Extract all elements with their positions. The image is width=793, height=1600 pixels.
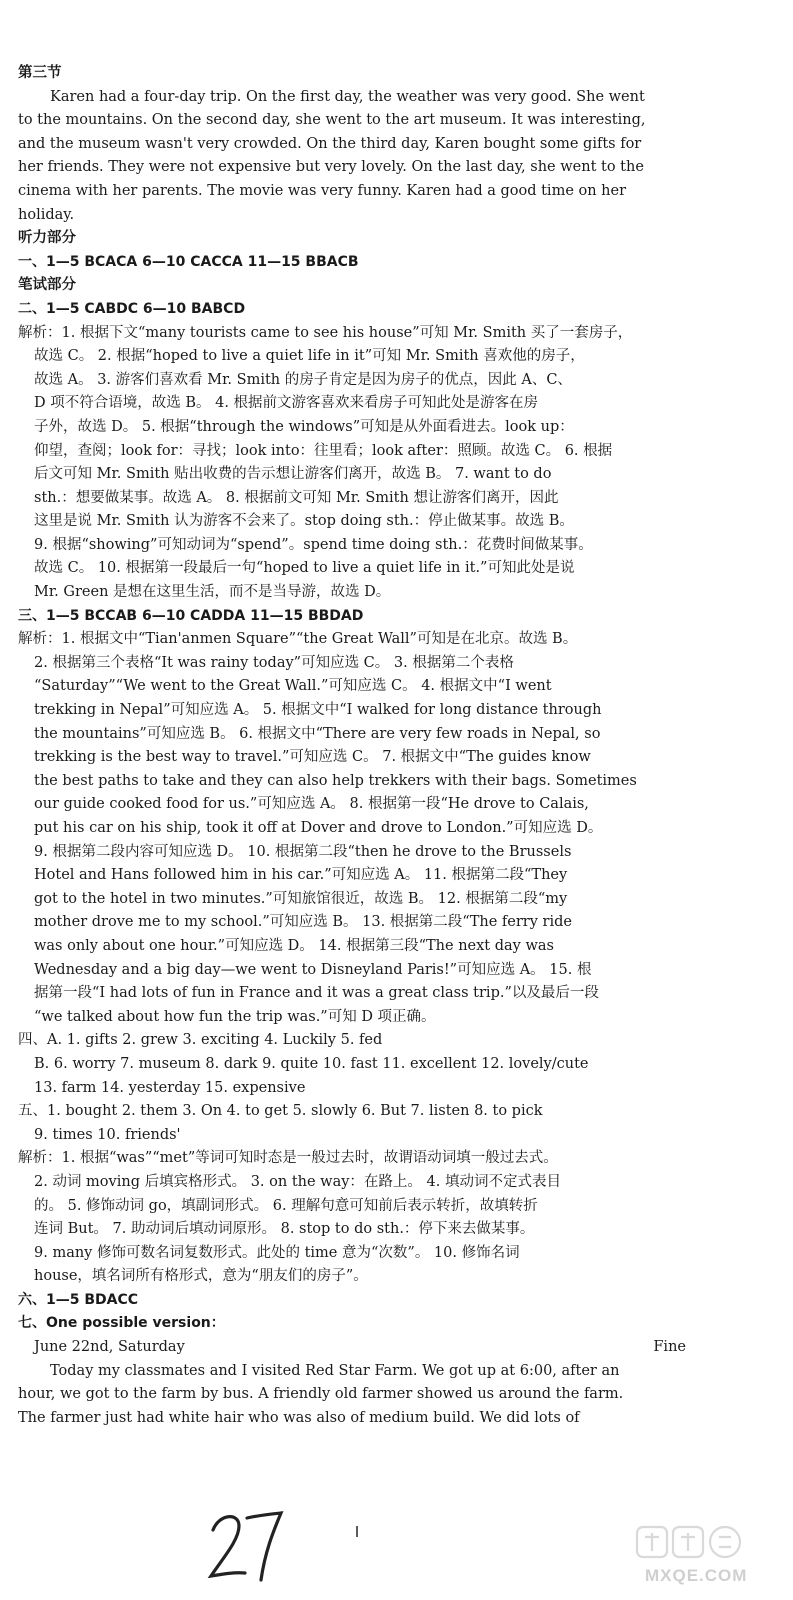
analysis-line: sth.：想要做某事。故选 A。 8. 根据前文可知 Mr. Smith 想让游客们离开，因此	[34, 489, 559, 506]
svg-text:MXQE.COM: MXQE.COM	[645, 1566, 748, 1585]
section6-answers: 六、1—5 BDACC	[18, 1291, 139, 1308]
diary-date: June 22nd, Saturday	[34, 1339, 185, 1356]
analysis-line: the mountains”可知应选 B。 6. 根据文中“There are very few roads in Nepal, so	[34, 725, 601, 742]
analysis-line: 仰望，查阅；look for：寻找；look into：往里看；look after：照顾。故选 C。 6. 根据	[34, 442, 613, 459]
analysis-line: 解析：1. 根据“was”“met”等词可知时态是一般过去时，故谓语动词填一般过去式。	[18, 1150, 558, 1167]
section5-answers: 9. times 10. friends'	[34, 1126, 181, 1143]
watermark-logo	[633, 1523, 783, 1588]
analysis-line: 连词 But。 7. 助动词后填动词原形。 8. stop to do sth.：停下来去做某事。	[34, 1221, 535, 1238]
written-heading: 笔试部分	[18, 277, 76, 294]
analysis-line: “we talked about how fun the trip was.”可知 D 项正确。	[34, 1008, 436, 1025]
section2-answers: 二、1—5 CABDC 6—10 BABCD	[18, 300, 246, 317]
analysis-line: 故选 C。 2. 根据“hoped to live a quiet life in it”可知 Mr. Smith 喜欢他的房子，	[34, 348, 585, 365]
analysis-line: D 项不符合语境，故选 B。 4. 根据前文游客喜欢来看房子可知此处是游客在房	[34, 395, 539, 412]
diary-line: The farmer just had white hair who was also of medium build. We did lots of	[18, 1409, 580, 1426]
analysis-line: the best paths to take and they can also help trekkers with their bags. Sometimes	[34, 772, 637, 789]
passage-line: Karen had a four-day trip. On the first day, the weather was very good. She went	[50, 88, 645, 105]
diary-line: hour, we got to the farm by bus. A friendly old farmer showed us around the farm.	[18, 1386, 624, 1403]
analysis-line: Hotel and Hans followed him in his car.”可知应选 A。 11. 根据第二段“They	[34, 867, 568, 884]
passage-line: and the museum wasn't very crowded. On the third day, Karen bought some gifts for	[18, 135, 642, 152]
passage-line: holiday.	[18, 206, 75, 223]
analysis-line: 据第一段“I had lots of fun in France and it was a great class trip.”以及最后一段	[34, 985, 599, 1002]
passage-line: to the mountains. On the second day, she went to the art museum. It was interesting,	[18, 112, 646, 129]
analysis-line: got to the hotel in two minutes.”可知旅馆很近，故选 B。 12. 根据第二段“my	[34, 890, 568, 907]
listening-answers: 一、1—5 BCACA 6—10 CACCA 11—15 BBACB	[18, 253, 359, 270]
section-heading: 第三节	[18, 65, 62, 81]
diary-weather: Fine	[653, 1339, 686, 1356]
analysis-line: 9. many 修饰可数名词复数形式。此处的 time 意为“次数”。 10. 修饰名词	[34, 1244, 520, 1261]
analysis-line: 2. 根据第三个表格“It was rainy today”可知应选 C。 3. 根据第二个表格	[34, 654, 514, 671]
analysis-line: trekking in Nepal”可知应选 A。 5. 根据文中“I walked for long distance through	[34, 702, 602, 719]
section4-answers: 13. farm 14. yesterday 15. expensive	[34, 1079, 306, 1096]
diary-header	[18, 1336, 686, 1360]
pen-mark	[355, 1525, 359, 1539]
analysis-line: 这里是说 Mr. Smith 认为游客不会来了。stop doing sth.：停止做某事。故选 B。	[34, 513, 574, 530]
section4-answers: 四、A. 1. gifts 2. grew 3. exciting 4. Luckily 5. fed	[18, 1032, 383, 1049]
answer-page	[18, 62, 686, 1430]
analysis-line: trekking is the best way to travel.”可知应选 C。 7. 根据文中“The guides know	[34, 749, 591, 766]
diary-line: Today my classmates and I visited Red Star Farm. We got up at 6:00, after an	[50, 1362, 620, 1379]
analysis-line: house，填名词所有格形式，意为“朋友们的房子”。	[34, 1268, 368, 1285]
section4-answers: B. 6. worry 7. museum 8. dark 9. quite 10. fast 11. excellent 12. lovely/cute	[34, 1055, 589, 1072]
section7-heading: 七、One possible version：	[18, 1315, 225, 1332]
section5-answers: 五、1. bought 2. them 3. On 4. to get 5. slowly 6. But 7. listen 8. to pick	[18, 1103, 543, 1120]
handwritten-page-number-27	[205, 1500, 285, 1585]
analysis-line: 2. 动词 moving 后填宾格形式。 3. on the way：在路上。 4. 填动词不定式表目	[34, 1173, 561, 1190]
analysis-line: 的。 5. 修饰动词 go，填副词形式。 6. 理解句意可知前后表示转折，故填转折	[34, 1197, 538, 1214]
section3-answers: 三、1—5 BCCAB 6—10 CADDA 11—15 BBDAD	[18, 607, 364, 624]
analysis-line: “Saturday”“We went to the Great Wall.”可知应选 C。 4. 根据文中“I went	[34, 678, 552, 695]
passage-line: her friends. They were not expensive but very lovely. On the last day, she went to the	[18, 159, 644, 176]
analysis-line: 9. 根据第二段内容可知应选 D。 10. 根据第二段“then he drove to the Brussels	[34, 843, 572, 860]
analysis-line: our guide cooked food for us.”可知应选 A。 8. 根据第一段“He drove to Calais,	[34, 796, 589, 813]
analysis-line: 解析：1. 根据下文“many tourists came to see his house”可知 Mr. Smith 买了一套房子，	[18, 324, 633, 341]
analysis-line: 9. 根据“showing”可知动词为“spend”。spend time doing sth.：花费时间做某事。	[34, 536, 593, 553]
analysis-line: mother drove me to my school.”可知应选 B。 13. 根据第二段“The ferry ride	[34, 914, 572, 931]
analysis-line: 子外，故选 D。 5. 根据“through the windows”可知是从外面看进去。look up：	[34, 418, 574, 435]
passage-line: cinema with her parents. The movie was very funny. Karen had a good time on her	[18, 182, 627, 199]
analysis-line: 故选 A。 3. 游客们喜欢看 Mr. Smith 的房子肯定是因为房子的优点，因此 A、C、	[34, 371, 572, 388]
analysis-line: was only about one hour.”可知应选 D。 14. 根据第三段“The next day was	[34, 937, 554, 954]
analysis-line: put his car on his ship, took it off at Dover and drove to London.”可知应选 D。	[34, 820, 603, 836]
analysis-line: 解析：1. 根据文中“Tian'anmen Square”“the Great Wall”可知是在北京。故选 B。	[18, 631, 578, 648]
analysis-line: Mr. Green 是想在这里生活，而不是当导游，故选 D。	[34, 584, 391, 601]
listening-heading: 听力部分	[18, 230, 76, 247]
analysis-line: Wednesday and a big day—we went to Disneyland Paris!”可知应选 A。 15. 根	[34, 961, 592, 978]
analysis-line: 故选 C。 10. 根据第一段最后一句“hoped to live a quiet life in it.”可知此处是说	[34, 560, 575, 577]
analysis-line: 后文可知 Mr. Smith 贴出收费的告示想让游客们离开，故选 B。 7. want to do	[34, 466, 552, 483]
